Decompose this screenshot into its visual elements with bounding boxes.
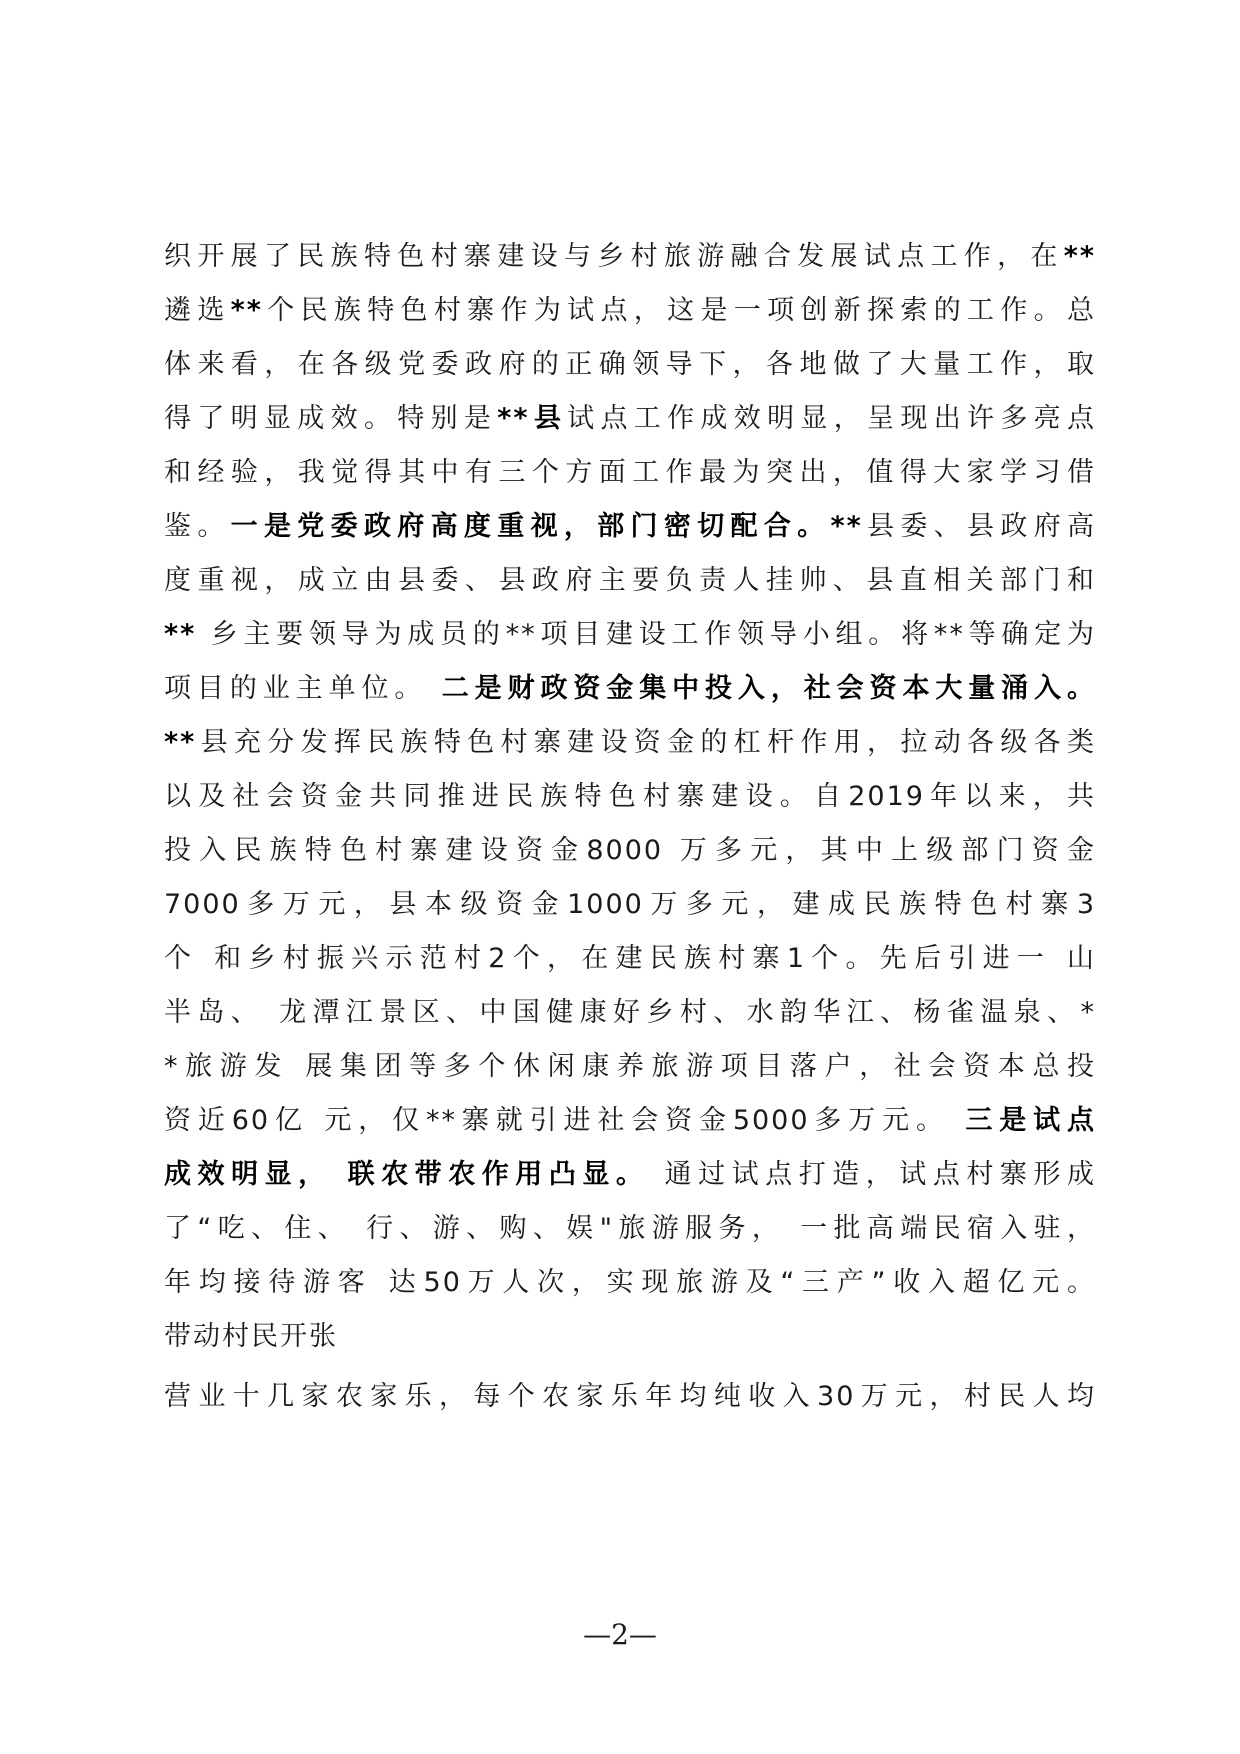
text-line [164,662,1096,716]
bold-text: **县 [497,403,568,434]
text-line [164,1040,1096,1094]
text-run: 以及社会资金共同推进民族特色村寨建设。自2019年以来，共 [164,781,1096,812]
text-line [164,770,1096,824]
text-run: 资近60亿 元，仅**寨就引进社会资金5000多万元。 [164,1105,966,1136]
text-line [164,986,1096,1040]
text-run: 带动村民开张 [164,1321,338,1352]
bold-text: 一是党委政府高度重视，部门密切配合。 [230,511,831,542]
text-run: 鉴。 [164,511,231,542]
bold-text: ** [164,727,197,758]
bold-text: 成效明显， 联农带农作用凸显。 [164,1159,650,1190]
text-run: 营业十几家农家乐，每个农家乐年均纯收入30万元，村民人均 [164,1381,1096,1412]
text-line [164,500,1096,554]
bold-text: ** [830,511,863,542]
text-run: 个民族特色村寨作为试点，这是一项创新探索的工作。总 [262,295,1097,326]
text-run: 试点工作成效明显，呈现出许多亮点 [567,403,1097,434]
text-line [164,1256,1096,1310]
text-run: 项目的业主单位。 [164,673,442,704]
bold-text: ** [1063,241,1096,272]
text-run: 和经验，我觉得其中有三个方面工作最为突出，值得大家学习借 [164,457,1096,488]
page-number: —2— [583,1618,657,1651]
text-run: 度重视，成立由县委、县政府主要负责人挂帅、县直相关部门和 [164,565,1096,596]
text-line [164,1148,1096,1202]
bold-text: ** [230,295,263,326]
text-line [164,446,1096,500]
text-run: 体来看，在各级党委政府的正确领导下，各地做了大量工作，取 [164,349,1096,380]
text-run: 织开展了民族特色村寨建设与乡村旅游融合发展试点工作，在 [164,241,1064,272]
text-line [164,230,1096,284]
text-run: 得了明显成效。特别是 [164,403,498,434]
bold-text: 二是财政资金集中投入，社会资本大量涌入。 [441,673,1096,704]
text-line [164,716,1096,770]
text-run: 遴选 [164,295,231,326]
text-line [164,284,1096,338]
text-line [164,392,1096,446]
bold-text: 三是试点 [965,1105,1097,1136]
text-line [164,338,1096,392]
bold-text: ** [164,619,197,650]
text-run: 乡主要领导为成员的**项目建设工作领导小组。将**等确定为 [196,619,1096,650]
body-text [164,230,1096,1424]
text-line [164,1310,1096,1364]
text-run: 了“吃、住、 行、游、购、娱"旅游服务， 一批高端民宿入驻， [164,1213,1096,1244]
text-run: 通过试点打造，试点村寨形成 [649,1159,1096,1190]
text-line [164,824,1096,878]
text-run: 个 和乡村振兴示范村2个，在建民族村寨1个。先后引进一 山 [164,943,1096,974]
text-run: 投入民族特色村寨建设资金8000 万多元，其中上级部门资金 [164,835,1096,866]
text-line [164,932,1096,986]
text-line [164,608,1096,662]
text-line [164,1094,1096,1148]
text-run: 年均接待游客 达50万人次，实现旅游及“三产”收入超亿元。 [164,1267,1096,1298]
text-line [164,1370,1096,1424]
text-line [164,878,1096,932]
text-line [164,554,1096,608]
text-run: 县委、县政府高 [862,511,1097,542]
text-run: 县充分发挥民族特色村寨建设资金的杠杆作用，拉动各级各类 [196,727,1096,758]
text-run: 半岛、 龙潭江景区、中国健康好乡村、水韵华江、杨雀温泉、* [164,997,1096,1028]
text-run: 7000多万元，县本级资金1000万多元，建成民族特色村寨3 [164,889,1096,920]
text-run: *旅游发 展集团等多个休闲康养旅游项目落户，社会资本总投 [164,1051,1096,1082]
text-line [164,1202,1096,1256]
